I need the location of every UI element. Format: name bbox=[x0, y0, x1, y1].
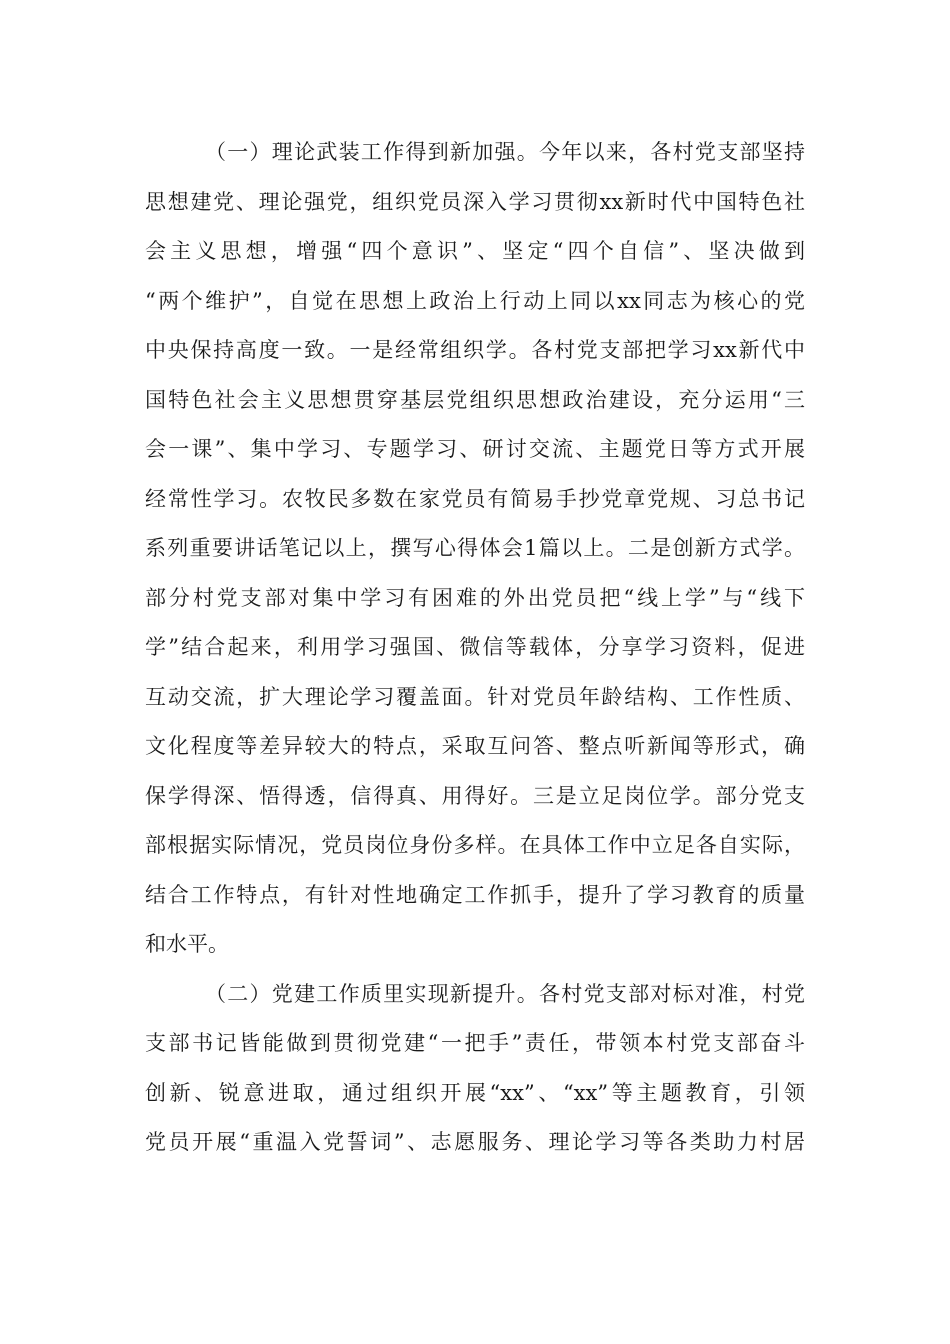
text-line: 系列重要讲话笔记以上，撰写心得体会1篇以上。二是创新方式学。 bbox=[145, 536, 805, 560]
text-line: 中央保持高度一致。一是经常组织学。各村党支部把学习xx新代中 bbox=[145, 338, 805, 362]
text-line: 文化程度等差异较大的特点，采取互问答、整点听新闻等形式，确 bbox=[145, 734, 805, 758]
text-line: 国特色社会主义思想贯穿基层党组织思想政治建设，充分运用“三 bbox=[145, 387, 805, 412]
document-body bbox=[145, 128, 805, 1168]
text-line: 学”结合起来，利用学习强国、微信等载体，分享学习资料，促进 bbox=[145, 635, 805, 659]
text-line: 支部书记皆能做到贯彻党建“一把手”责任，带领本村党支部奋斗 bbox=[145, 1031, 805, 1055]
text-line: 结合工作特点，有针对性地确定工作抓手，提升了学习教育的质量 bbox=[145, 882, 805, 907]
text-line: 保学得深、悟得透，信得真、用得好。三是立足岗位学。部分党支 bbox=[145, 783, 805, 808]
text-line: （一）理论武装工作得到新加强。今年以来，各村党支部坚持 bbox=[205, 140, 805, 164]
text-line: 经常性学习。农牧民多数在家党员有简易手抄党章党规、习总书记 bbox=[145, 486, 805, 511]
text-line: 部根据实际情况，党员岗位身份多样。在具体工作中立足各自实际， bbox=[145, 833, 805, 857]
text-line: “两个维护”，自觉在思想上政治上行动上同以xx同志为核心的党 bbox=[145, 288, 805, 313]
text-line: 会一课”、集中学习、专题学习、研讨交流、主题党日等方式开展 bbox=[145, 437, 805, 461]
text-line: 会主义思想，增强“四个意识”、坚定“四个自信”、坚决做到 bbox=[145, 239, 805, 263]
text-line: 思想建党、理论强党，组织党员深入学习贯彻xx新时代中国特色社 bbox=[145, 189, 805, 214]
paragraph-2 bbox=[145, 970, 805, 1168]
text-line: 创新、锐意进取，通过组织开展“xx”、“xx”等主题教育，引领 bbox=[145, 1080, 805, 1105]
text-line: 部分村党支部对集中学习有困难的外出党员把“线上学”与“线下 bbox=[145, 585, 805, 610]
text-line: 党员开展“重温入党誓词”、志愿服务、理论学习等各类助力村居 bbox=[145, 1130, 805, 1154]
paragraph-1 bbox=[145, 128, 805, 970]
text-line: 和水平。 bbox=[145, 932, 229, 956]
text-line: 互动交流，扩大理论学习覆盖面。针对党员年龄结构、工作性质、 bbox=[145, 684, 805, 709]
text-line: （二）党建工作质里实现新提升。各村党支部对标对准，村党 bbox=[205, 981, 805, 1006]
